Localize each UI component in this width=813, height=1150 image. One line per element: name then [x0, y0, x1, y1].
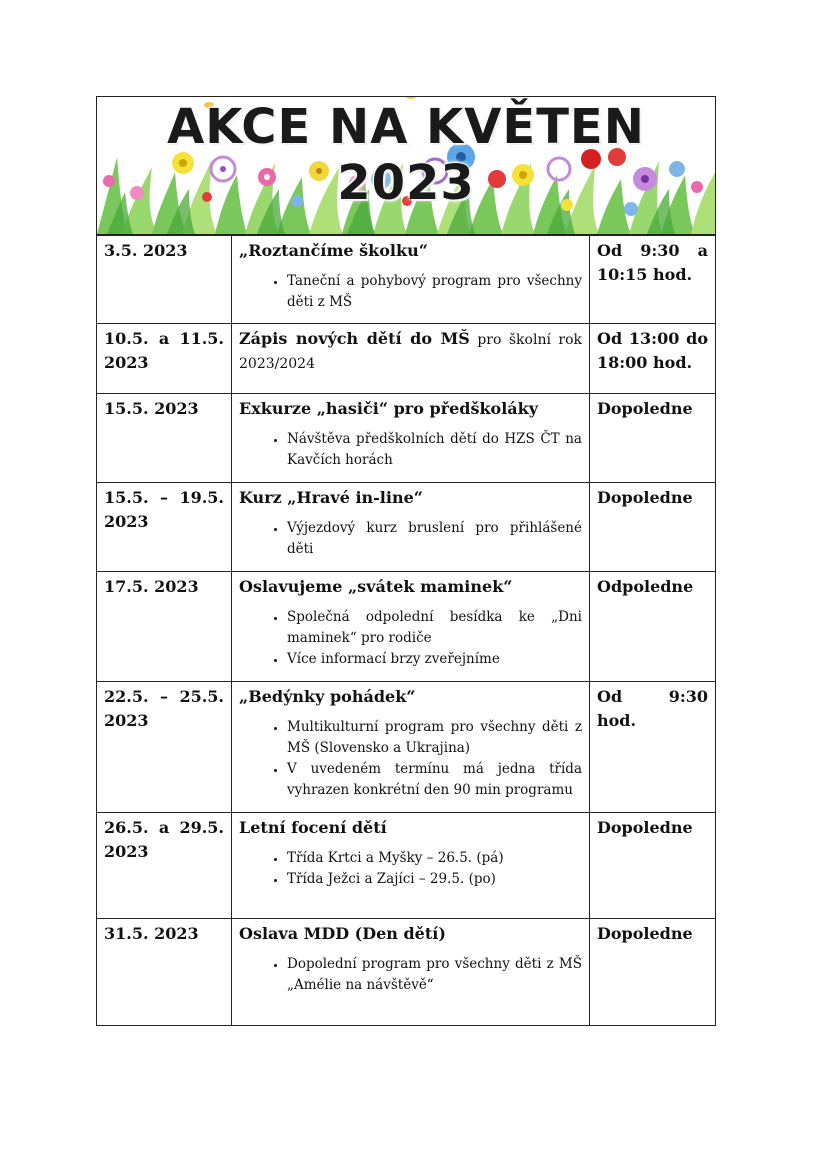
event-date: 26.5. a 29.5. 2023	[97, 813, 232, 919]
event-description-cell	[232, 572, 590, 682]
event-date: 31.5. 2023	[97, 919, 232, 1025]
event-row	[97, 324, 715, 394]
event-title-text: Oslavujeme „svátek maminek“	[239, 577, 513, 596]
event-title	[239, 922, 582, 946]
event-detail-item: • Návštěva předškolních dětí do HZS ČT na Kavčích horách	[287, 429, 582, 471]
event-row	[97, 483, 715, 572]
event-date: 3.5. 2023	[97, 236, 232, 324]
event-detail-item: • Více informací brzy zveřejníme	[287, 649, 582, 670]
event-row	[97, 394, 715, 483]
event-time: Dopoledne	[590, 919, 716, 1025]
event-date: 15.5. – 19.5. 2023	[97, 483, 232, 572]
event-title-text: Exkurze „hasiči“ pro předškoláky	[239, 399, 539, 418]
event-detail-item: • Dopolední program pro všechny děti z MŠ „Amélie na návštěvě“	[287, 954, 582, 996]
event-title-text: Oslava MDD (Den dětí)	[239, 924, 446, 943]
event-row	[97, 236, 715, 324]
event-description-cell	[232, 682, 590, 813]
event-title-text: „Bedýnky pohádek“	[239, 687, 416, 706]
event-date: 10.5. a 11.5. 2023	[97, 324, 232, 394]
page-title: AKCE NA KVĚTEN 2023	[167, 99, 645, 211]
event-row	[97, 813, 715, 919]
event-details-list	[239, 429, 582, 471]
event-detail-item: • Třída Krtci a Myšky – 26.5. (pá)	[287, 848, 582, 869]
event-description-cell	[232, 813, 590, 919]
event-detail-item: • V uvedeném termínu má jedna třída vyhrazen konkrétní den 90 min programu	[287, 759, 582, 801]
event-details-list	[239, 607, 582, 670]
event-time: Dopoledne	[590, 483, 716, 572]
event-detail-item: • Multikulturní program pro všechny děti z MŠ (Slovensko a Ukrajina)	[287, 717, 582, 759]
event-title	[239, 397, 582, 421]
event-detail-item: • Společná odpolední besídka ke „Dni maminek“ pro rodiče	[287, 607, 582, 649]
event-time: Od 13:00 do 18:00 hod.	[590, 324, 716, 394]
event-detail-item: • Třída Ježci a Zajíci – 29.5. (po)	[287, 869, 582, 890]
event-detail-item: • Taneční a pohybový program pro všechny děti z MŠ	[287, 271, 582, 313]
event-date: 17.5. 2023	[97, 572, 232, 682]
event-title-text: Kurz „Hravé in-line“	[239, 488, 423, 507]
event-title	[239, 816, 582, 840]
event-details-list	[239, 848, 582, 890]
event-time: Od 9:30 a 10:15 hod.	[590, 236, 716, 324]
event-details-list	[239, 271, 582, 313]
events-table-body	[97, 236, 715, 1025]
event-description-cell	[232, 324, 590, 394]
event-time: Od 9:30 hod.	[590, 682, 716, 813]
event-title	[239, 327, 582, 375]
event-row	[97, 682, 715, 813]
event-description-cell	[232, 394, 590, 483]
event-details-list	[239, 518, 582, 560]
event-title-text: Zápis nových dětí do MŠ	[239, 329, 470, 348]
event-description-cell	[232, 236, 590, 324]
event-row	[97, 572, 715, 682]
flower-banner	[97, 97, 715, 235]
event-details-list	[239, 717, 582, 801]
event-date: 15.5. 2023	[97, 394, 232, 483]
events-table-frame	[96, 96, 716, 1026]
event-time: Dopoledne	[590, 813, 716, 919]
event-title	[239, 685, 582, 709]
event-description-cell	[232, 919, 590, 1025]
event-row	[97, 919, 715, 1025]
event-date: 22.5. – 25.5. 2023	[97, 682, 232, 813]
event-title-suffix: pro školní rok 2023/2024	[239, 332, 583, 372]
event-title	[239, 575, 582, 599]
event-title	[239, 239, 582, 263]
event-detail-item: • Výjezdový kurz bruslení pro přihlášené děti	[287, 518, 582, 560]
event-title-text: „Roztančíme školku“	[239, 241, 428, 260]
event-time: Odpoledne	[590, 572, 716, 682]
event-details-list	[239, 954, 582, 996]
events-table	[97, 235, 715, 1025]
event-time: Dopoledne	[590, 394, 716, 483]
event-description-cell	[232, 483, 590, 572]
event-title	[239, 486, 582, 510]
event-title-text: Letní focení dětí	[239, 818, 387, 837]
